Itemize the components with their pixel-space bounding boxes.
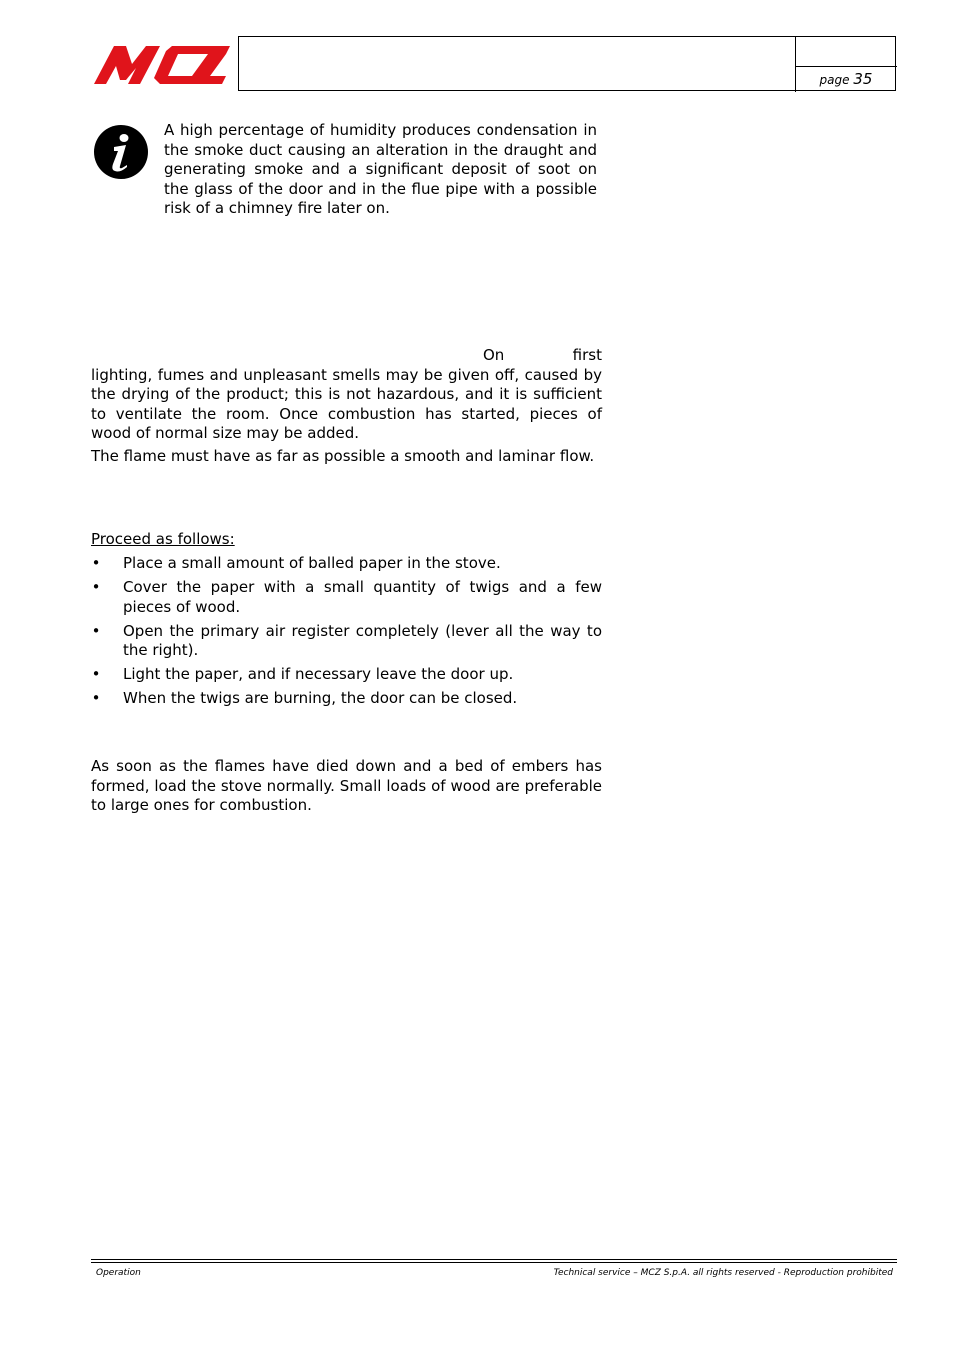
- proceed-heading: Proceed as follows:: [91, 530, 235, 548]
- step-text: Light the paper, and if necessary leave the door up.: [123, 665, 514, 683]
- step-text: When the twigs are burning, the door can be closed.: [123, 689, 518, 707]
- flame-paragraph: The flame must have as far as possible a smooth and laminar flow.: [91, 447, 595, 465]
- step-text: Open the primary air register completely (lever all the way to the right).: [123, 621, 602, 659]
- list-item: • Place a small amount of balled paper in the stove.: [91, 554, 501, 572]
- as-soon-paragraph: As soon as the flames have died down and a bed of embers has formed, load the stove normally. Small loads of wood are preferable to large ones for combustion.: [91, 757, 602, 814]
- step-text: Place a small amount of balled paper in the stove.: [123, 554, 501, 572]
- info-icon: [93, 124, 149, 180]
- footer-rule: [91, 1262, 897, 1263]
- page-label: page: [819, 73, 850, 87]
- page-number: [796, 70, 896, 88]
- mcz-logo: [92, 42, 232, 86]
- step-text: Cover the paper with a small quantity of twigs and a few pieces of wood.: [123, 578, 602, 616]
- first-lighting-paragraph: On first lighting, fumes and unpleasant smells may be given off, caused by the drying of the product; this is not hazardous, and it is sufficient to ventilate the room. Once combustion has started, pieces of wood of normal size may be added.: [91, 346, 602, 442]
- footer-section: Operation: [96, 1268, 141, 1278]
- list-item: • Cover the paper with a small quantity of twigs and a few pieces of wood.: [91, 578, 602, 616]
- list-item: • Open the primary air register completely (lever all the way to the right).: [91, 621, 602, 659]
- header-divider: [795, 66, 897, 67]
- footer-rule: [91, 1259, 897, 1260]
- steps-list: [91, 554, 602, 713]
- list-item: • Light the paper, and if necessary leave the door up.: [91, 665, 514, 683]
- footer-copyright: Technical service – MCZ S.p.A. all rights reserved - Reproduction prohibited: [553, 1268, 893, 1278]
- page-number-value: 35: [853, 70, 873, 88]
- list-item: • When the twigs are burning, the door can be closed.: [91, 689, 518, 707]
- humidity-note: A high percentage of humidity produces condensation in the smoke duct causing an alteration in the draught and generating smoke and a significant deposit of soot on the glass of the door and in the flue pipe with a possible risk of a chimney fire later on.: [164, 121, 597, 217]
